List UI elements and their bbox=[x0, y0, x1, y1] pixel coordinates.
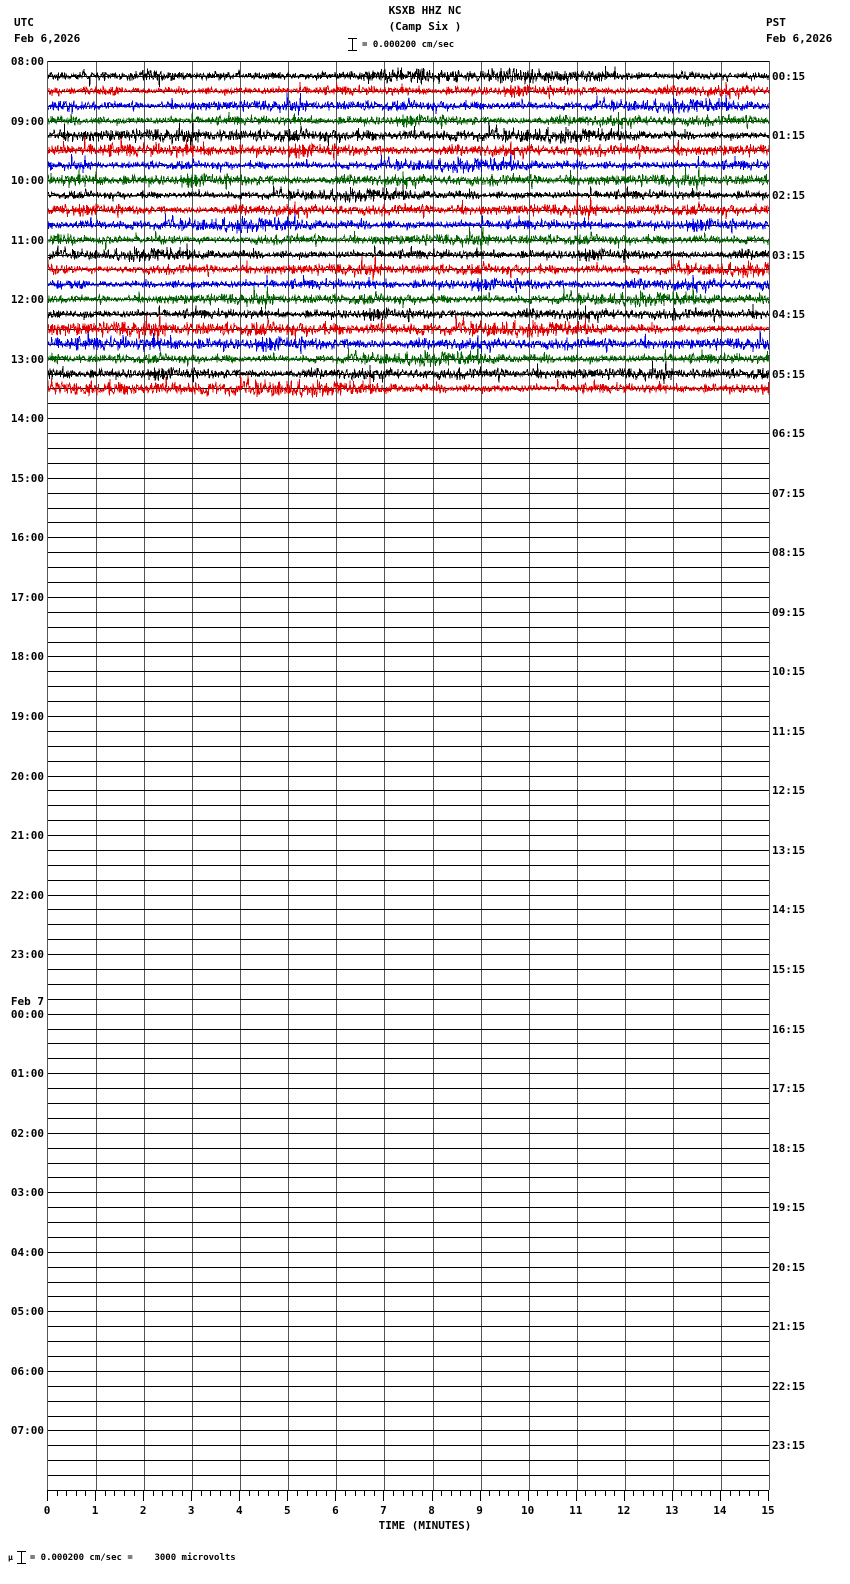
x-axis-tick-label: 6 bbox=[332, 1504, 339, 1517]
x-axis-major-tick bbox=[480, 1490, 481, 1501]
x-axis-major-tick bbox=[432, 1490, 433, 1501]
x-axis-minor-tick bbox=[537, 1490, 538, 1496]
x-axis-tick-label: 15 bbox=[761, 1504, 775, 1517]
utc-hour-label: 16:00 bbox=[10, 531, 44, 545]
x-axis-tick-label: 12 bbox=[617, 1504, 631, 1517]
station-subtitle: (Camp Six ) bbox=[388, 20, 462, 33]
x-axis-minor-tick bbox=[316, 1490, 317, 1496]
x-axis-minor-tick bbox=[749, 1490, 750, 1496]
utc-hour-label: 01:00 bbox=[10, 1067, 44, 1081]
x-axis-tick-label: 11 bbox=[569, 1504, 583, 1517]
x-axis-major-tick bbox=[768, 1490, 769, 1501]
scale-reference bbox=[348, 38, 454, 51]
utc-date-label: Feb 6,2026 bbox=[14, 32, 81, 45]
x-axis-minor-tick bbox=[662, 1490, 663, 1496]
x-axis-minor-tick bbox=[499, 1490, 500, 1496]
x-axis-minor-tick bbox=[182, 1490, 183, 1496]
pst-hour-label: 21:15 bbox=[772, 1320, 806, 1334]
seismic-trace bbox=[48, 304, 769, 323]
x-axis-major-tick bbox=[239, 1490, 240, 1501]
utc-hour-label: 22:00 bbox=[10, 888, 44, 902]
pst-hour-label: 01:15 bbox=[772, 129, 806, 143]
seismic-trace bbox=[48, 361, 769, 384]
x-axis-tick-label: 10 bbox=[521, 1504, 535, 1517]
station-title: KSXB HHZ NC bbox=[388, 4, 462, 17]
utc-hour-label: 02:00 bbox=[10, 1126, 44, 1140]
seismic-trace bbox=[48, 256, 769, 280]
x-axis-tick-label: 8 bbox=[428, 1504, 435, 1517]
x-axis-minor-tick bbox=[355, 1490, 356, 1496]
x-axis-minor-tick bbox=[643, 1490, 644, 1496]
x-axis-minor-tick bbox=[230, 1490, 231, 1496]
pst-hour-label: 03:15 bbox=[772, 248, 806, 262]
utc-hour-label: 06:00 bbox=[10, 1364, 44, 1378]
pst-hour-label: 07:15 bbox=[772, 486, 806, 500]
x-axis-minor-tick bbox=[758, 1490, 759, 1496]
utc-hour-label: 07:00 bbox=[10, 1424, 44, 1438]
pst-hour-label: 20:15 bbox=[772, 1260, 806, 1274]
seismic-trace bbox=[48, 137, 769, 161]
x-axis-major-tick bbox=[383, 1490, 384, 1501]
seismic-trace bbox=[48, 213, 769, 234]
x-axis-minor-tick bbox=[557, 1490, 558, 1496]
seismic-trace bbox=[48, 197, 769, 220]
x-axis-minor-tick bbox=[134, 1490, 135, 1496]
utc-hour-label: 18:00 bbox=[10, 650, 44, 664]
footer-scale-note bbox=[8, 1551, 236, 1564]
x-axis-minor-tick bbox=[701, 1490, 702, 1496]
pst-hour-label: 04:15 bbox=[772, 308, 806, 322]
x-axis-minor-tick bbox=[326, 1490, 327, 1496]
utc-hour-label: 23:00 bbox=[10, 948, 44, 962]
x-axis-major-tick bbox=[576, 1490, 577, 1501]
utc-hour-label: 04:00 bbox=[10, 1245, 44, 1259]
seismic-trace bbox=[48, 243, 769, 263]
seismic-trace bbox=[48, 184, 769, 203]
utc-hour-label: 19:00 bbox=[10, 709, 44, 723]
utc-hour-label: 21:00 bbox=[10, 829, 44, 843]
x-axis-tick-label: 1 bbox=[91, 1504, 99, 1517]
x-axis-minor-tick bbox=[633, 1490, 634, 1496]
x-axis-major-tick bbox=[528, 1490, 529, 1501]
x-axis-minor-tick bbox=[364, 1490, 365, 1496]
x-axis-major-tick bbox=[672, 1490, 673, 1501]
x-axis-minor-tick bbox=[710, 1490, 711, 1496]
x-axis-minor-tick bbox=[653, 1490, 654, 1496]
seismic-trace bbox=[48, 347, 769, 367]
seismic-trace bbox=[48, 167, 769, 191]
pst-hour-label: 08:15 bbox=[772, 546, 806, 560]
utc-hour-label: 20:00 bbox=[10, 769, 44, 783]
utc-hour-label: 08:00 bbox=[10, 55, 44, 68]
x-axis-minor-tick bbox=[278, 1490, 279, 1496]
x-axis-minor-tick bbox=[595, 1490, 596, 1496]
utc-hour-label: 14:00 bbox=[10, 412, 44, 426]
x-axis-ticks bbox=[47, 1490, 768, 1502]
x-axis-tick-label: 13 bbox=[665, 1504, 679, 1517]
seismic-trace bbox=[48, 112, 769, 129]
utc-timezone-label: UTC bbox=[14, 16, 34, 29]
x-axis-tick-label: 0 bbox=[43, 1504, 51, 1517]
utc-hour-label: 10:00 bbox=[10, 174, 44, 188]
x-axis-minor-tick bbox=[162, 1490, 163, 1496]
x-axis-minor-tick bbox=[374, 1490, 375, 1496]
x-axis-tick-label: 2 bbox=[139, 1504, 147, 1517]
x-axis-minor-tick bbox=[518, 1490, 519, 1496]
x-axis-major-tick bbox=[335, 1490, 336, 1501]
pst-hour-label: 19:15 bbox=[772, 1201, 806, 1215]
x-axis-minor-tick bbox=[85, 1490, 86, 1496]
pst-hour-label: 02:15 bbox=[772, 188, 806, 202]
x-axis-minor-tick bbox=[460, 1490, 461, 1496]
x-axis-minor-tick bbox=[105, 1490, 106, 1496]
x-axis-minor-tick bbox=[691, 1490, 692, 1496]
x-axis-minor-tick bbox=[422, 1490, 423, 1496]
x-axis-minor-tick bbox=[605, 1490, 606, 1496]
x-axis-minor-tick bbox=[172, 1490, 173, 1496]
pst-hour-label: 11:15 bbox=[772, 724, 806, 738]
day-break-label: Feb 7 bbox=[10, 994, 44, 1008]
x-axis-minor-tick bbox=[547, 1490, 548, 1496]
x-axis-minor-tick bbox=[508, 1490, 509, 1496]
x-axis-major-tick bbox=[191, 1490, 192, 1501]
scale-reference-label: = 0.000200 cm/sec bbox=[362, 39, 455, 50]
x-axis-minor-tick bbox=[470, 1490, 471, 1496]
scale-bar-icon bbox=[348, 38, 357, 51]
footer-scale-text: = 0.000200 cm/sec = 3000 microvolts bbox=[29, 1552, 236, 1563]
x-axis-tick-labels bbox=[0, 1504, 850, 1518]
x-axis-tick-label: 3 bbox=[187, 1504, 195, 1517]
x-axis-tick-label: 9 bbox=[476, 1504, 483, 1517]
x-axis-minor-tick bbox=[681, 1490, 682, 1496]
utc-hour-label: 11:00 bbox=[10, 233, 44, 247]
micro-prefix-label: μ bbox=[8, 1553, 13, 1562]
x-axis-minor-tick bbox=[614, 1490, 615, 1496]
seismic-trace bbox=[48, 275, 769, 294]
x-axis-minor-tick bbox=[566, 1490, 567, 1496]
x-axis-title: TIME (MINUTES) bbox=[378, 1519, 472, 1532]
pst-hour-label: 18:15 bbox=[772, 1141, 806, 1155]
pst-hour-label: 10:15 bbox=[772, 665, 806, 679]
x-axis-tick-label: 7 bbox=[380, 1504, 387, 1517]
pst-hour-label: 16:15 bbox=[772, 1022, 806, 1036]
x-axis-minor-tick bbox=[249, 1490, 250, 1496]
x-axis-major-tick bbox=[95, 1490, 96, 1501]
utc-hour-label: 00:00 bbox=[10, 1007, 44, 1021]
pst-hour-label: 22:15 bbox=[772, 1379, 806, 1393]
x-axis-minor-tick bbox=[220, 1490, 221, 1496]
utc-hour-label: 09:00 bbox=[10, 114, 44, 128]
seismic-traces bbox=[48, 61, 769, 1490]
x-axis-minor-tick bbox=[307, 1490, 308, 1496]
pst-hour-label: 15:15 bbox=[772, 963, 806, 976]
utc-hour-label: 05:00 bbox=[10, 1305, 44, 1319]
pst-hour-label: 23:15 bbox=[772, 1439, 806, 1453]
seismic-trace bbox=[48, 93, 769, 116]
pst-hour-label: 14:15 bbox=[772, 903, 806, 917]
x-axis-minor-tick bbox=[201, 1490, 202, 1496]
x-axis-tick-label: 4 bbox=[235, 1504, 243, 1517]
pst-hour-label: 12:15 bbox=[772, 784, 806, 798]
seismic-trace bbox=[48, 82, 769, 100]
seismic-trace bbox=[48, 226, 769, 249]
x-axis-major-tick bbox=[624, 1490, 625, 1501]
x-axis-minor-tick bbox=[345, 1490, 346, 1496]
pst-hour-label: 06:15 bbox=[772, 427, 806, 441]
x-axis-minor-tick bbox=[76, 1490, 77, 1496]
x-axis-minor-tick bbox=[268, 1490, 269, 1496]
pst-hour-label: 00:15 bbox=[772, 69, 806, 83]
x-axis-minor-tick bbox=[57, 1490, 58, 1496]
x-axis-minor-tick bbox=[441, 1490, 442, 1496]
x-axis-minor-tick bbox=[124, 1490, 125, 1496]
footer-scale-bar-icon bbox=[17, 1551, 26, 1564]
pst-hour-label: 17:15 bbox=[772, 1082, 806, 1096]
x-axis-tick-label: 14 bbox=[713, 1504, 727, 1517]
pst-hour-label: 09:15 bbox=[772, 605, 806, 619]
utc-hour-label: 17:00 bbox=[10, 590, 44, 604]
x-axis-minor-tick bbox=[153, 1490, 154, 1496]
x-axis-minor-tick bbox=[114, 1490, 115, 1496]
utc-hour-label: 15:00 bbox=[10, 471, 44, 485]
pst-hour-label: 13:15 bbox=[772, 843, 806, 857]
utc-hour-label: 03:00 bbox=[10, 1186, 44, 1200]
x-axis-major-tick bbox=[143, 1490, 144, 1501]
x-axis-tick-label: 5 bbox=[284, 1504, 291, 1517]
seismic-trace bbox=[48, 153, 769, 173]
seismic-trace bbox=[48, 286, 769, 309]
pst-date-label: Feb 6,2026 bbox=[766, 32, 833, 45]
utc-hour-label: 13:00 bbox=[10, 352, 44, 366]
x-axis-major-tick bbox=[720, 1490, 721, 1501]
x-axis-minor-tick bbox=[730, 1490, 731, 1496]
pst-hour-label: 05:15 bbox=[772, 367, 806, 381]
x-axis-minor-tick bbox=[393, 1490, 394, 1496]
x-axis-major-tick bbox=[287, 1490, 288, 1501]
x-axis-major-tick bbox=[47, 1490, 48, 1501]
seismic-trace bbox=[48, 66, 769, 87]
x-axis-minor-tick bbox=[258, 1490, 259, 1496]
x-axis-minor-tick bbox=[451, 1490, 452, 1496]
x-axis-minor-tick bbox=[585, 1490, 586, 1496]
seismic-trace bbox=[48, 331, 769, 354]
x-axis-minor-tick bbox=[489, 1490, 490, 1496]
x-axis-minor-tick bbox=[739, 1490, 740, 1496]
pst-timezone-label: PST bbox=[766, 16, 786, 29]
x-axis-minor-tick bbox=[403, 1490, 404, 1496]
x-axis-minor-tick bbox=[66, 1490, 67, 1496]
x-axis-minor-tick bbox=[412, 1490, 413, 1496]
helicorder-plot-area[interactable] bbox=[47, 61, 770, 1490]
x-axis-minor-tick bbox=[297, 1490, 298, 1496]
utc-hour-label: 12:00 bbox=[10, 293, 44, 307]
x-axis-minor-tick bbox=[210, 1490, 211, 1496]
